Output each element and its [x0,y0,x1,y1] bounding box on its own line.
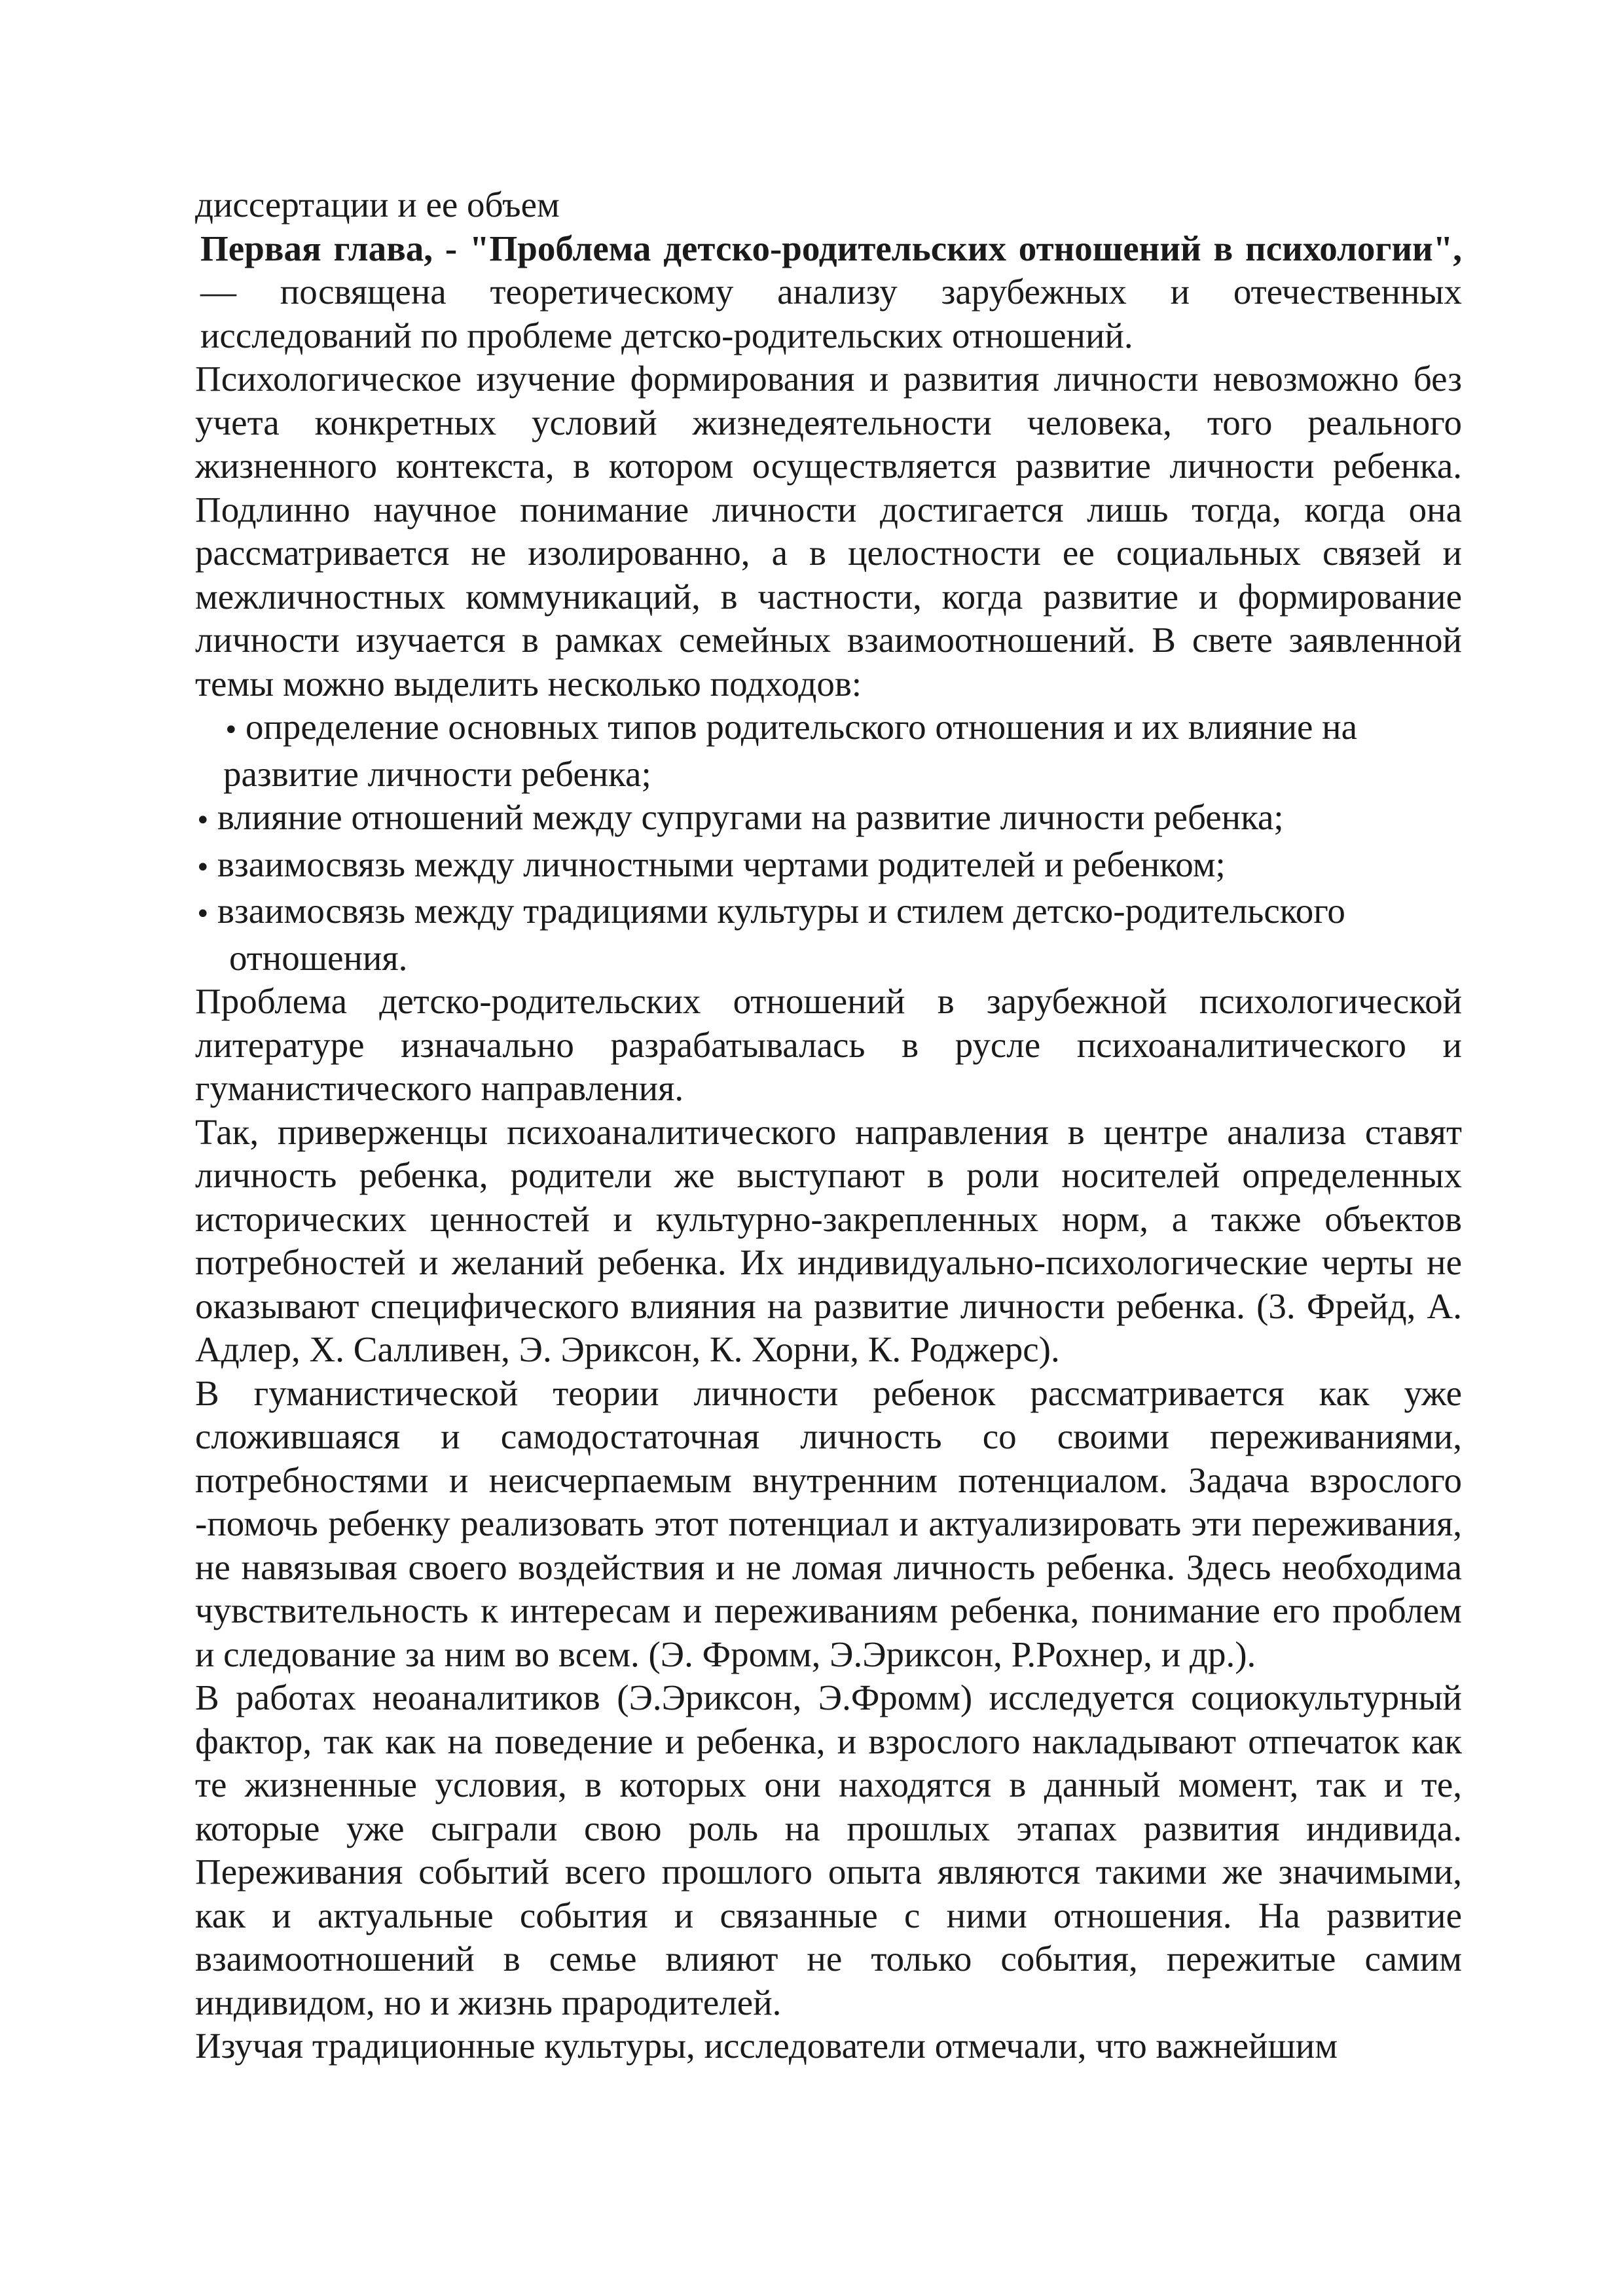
paragraph-psychoanalytic: Так, приверженцы психоаналитического направления в центре анализа ставят личность ребенка, родители же выступают в роли носителей определенных исторических ценностей и культурно-закрепленных норм, а также объектов потребностей и желаний ребенка. Их индивидуально-психологические черты не оказывают специфического влияния на развитие личности ребенка. (3. Фрейд, А. Адлер, X. Салливен, Э. Эриксон, К. Хорни, К. Роджерс). [195,1111,1462,1369]
list-item [195,706,1462,796]
chapter-one-description: — посвящена теоретическому анализу зарубежных и отечественных исследований по проблеме детско-родительских отношений. [200,272,1462,355]
paragraph-neoanalytic: В работах неоаналитиков (Э.Эриксон, Э.Фромм) исследуется социокультурный фактор, так как на поведение и ребенка, и взрослого накладывают отпечаток как те жизненные условия, в которых они находятся в данный момент, так и те, которые уже сыграли свою роль на прошлых этапах развития индивида. Переживания событий всего прошлого опыта являются такими же значимыми, как и актуальные события и связанные с ними отношения. На развитие взаимоотношений в семье влияют не только события, пережитые самим индивидом, но и жизнь прародителей. [195,1677,1462,2022]
list-item [195,796,1462,843]
bullet-icon: • [195,852,211,883]
paragraph-intro: Психологическое изучение формирования и развития личности невозможно без учета конкретных условий жизнедеятельности человека, того реального жизненного контекста, в котором осуществляется развитие личности ребенка. Подлинно научное понимание личности достигается лишь тогда, когда она рассматривается не изолированно, а в целостности ее социальных связей и межличностных коммуникаций, в частности, когда развитие и формирование личности изучается в рамках семейных взаимоотношений. В свете заявленной темы можно выделить несколько подходов: [195,359,1462,704]
list-item-continuation: развитие личности ребенка; [223,753,651,794]
bullet-icon: • [223,715,239,745]
bullet-icon: • [195,806,211,836]
list-item-text: взаимосвязь между личностными чертами родителей и ребенком; [217,844,1226,884]
list-item-text: определение основных типов родительского отношения и их влияние на [246,707,1358,747]
chapter-one-title: Первая глава, - "Проблема детско-родительских отношений в психологии", [200,228,1462,268]
list-item-continuation: отношения. [229,937,408,978]
document-body [195,183,1462,2068]
paragraph-foreign-literature: Проблема детско-родительских отношений в зарубежной психологической литературе изначально разрабатывалась в русле психоаналитического и гуманистического направления. [195,981,1462,1108]
bullet-icon: • [195,899,211,929]
list-item-text: взаимосвязь между традициями культуры и стилем детско-родительского [217,891,1345,931]
paragraph-traditional-cultures: Изучая традиционные культуры, исследователи отмечали, что важнейшим [195,2026,1338,2066]
list-item [195,843,1462,890]
list-item-text: влияние отношений между супругами на развитие личности ребенка; [217,797,1284,837]
chapter-one-summary [195,227,1462,358]
continuation-line: диссертации и ее объем [195,185,560,224]
approaches-list [195,706,1462,980]
paragraph-humanistic: В гуманистической теории личности ребенок рассматривается как уже сложившаяся и самодостаточная личность со своими переживаниями, потребностями и неисчерпаемым внутренним потенциалом. Задача взрослого -помочь ребенку реализовать этот потенциал и актуализировать эти переживания, не навязывая своего воздействия и не ломая личность ребенка. Здесь необходима чувствительность к интересам и переживаниям ребенка, понимание его проблем и следование за ним во всем. (Э. Фромм, Э.Эриксон, Р.Рохнер, и др.). [195,1372,1462,1674]
list-item [195,889,1462,980]
